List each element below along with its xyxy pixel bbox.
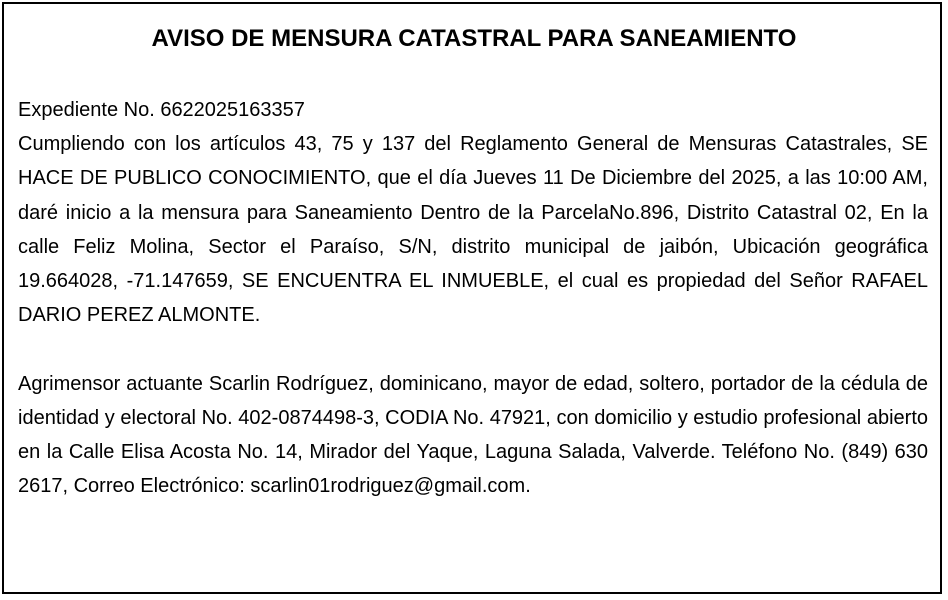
notice-frame — [2, 2, 942, 594]
notice-paragraph-publication: Cumpliendo con los artículos 43, 75 y 137 del Reglamento General de Mensuras Catastrales, SE HACE DE PUBLICO CONOCIMIENTO, que el día Jueves 11 De Diciembre del 2025, a las 10:00 AM, daré inicio a la mensura para Saneamiento Dentro de la ParcelaNo.896, Distrito Catastral 02, En la calle Feliz Molina, Sector el Paraíso, S/N, distrito municipal de jaibón, Ubicación geográfica 19.664028, -71.147659, SE ENCUENTRA EL INMUEBLE, el cual es propiedad del Señor RAFAEL DARIO PEREZ ALMONTE. — [18, 133, 928, 327]
notice-paragraph-surveyor: Agrimensor actuante Scarlin Rodríguez, dominicano, mayor de edad, soltero, portador de la cédula de identidad y electoral No. 402-0874498-3, CODIA No. 47921, con domicilio y estudio profesional abierto en la Calle Elisa Acosta No. 14, Mirador del Yaque, Laguna Salada, Valverde. Teléfono No. (849) 630 2617, Correo Electrónico: scarlin01rodriguez@gmail.com. — [18, 372, 928, 498]
expediente-number: Expediente No. 6622025163357 — [18, 99, 305, 121]
notice-title: AVISO DE MENSURA CATASTRAL PARA SANEAMIENTO — [151, 25, 797, 52]
paragraph-spacer — [18, 332, 928, 366]
notice-body — [18, 93, 928, 503]
